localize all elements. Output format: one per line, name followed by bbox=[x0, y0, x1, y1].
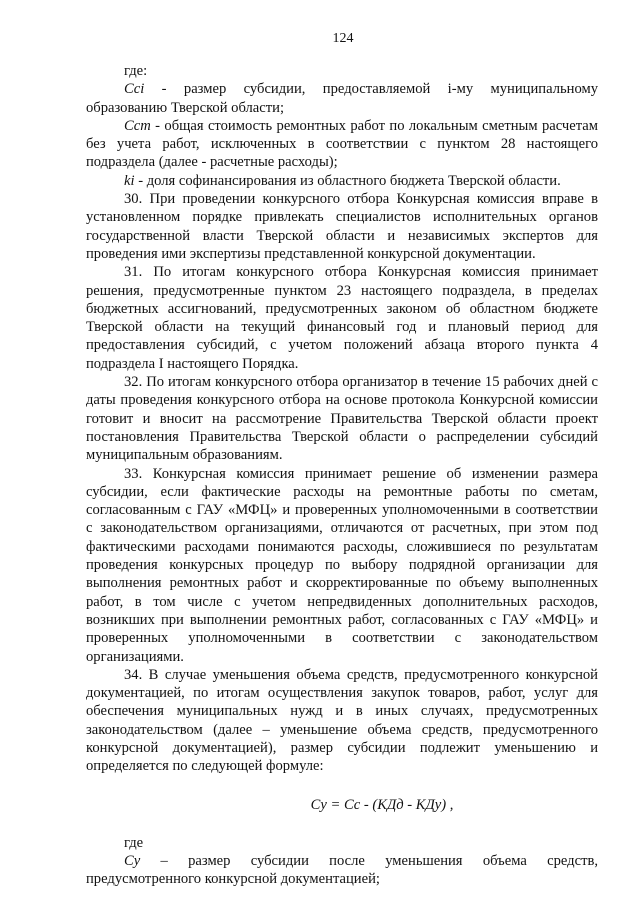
document-page bbox=[86, 30, 598, 889]
definition-su bbox=[86, 852, 598, 889]
paragraph-32: 32. По итогам конкурсного отбора организатор в течение 15 рабочих дней с даты проведения конкурсного отбора на основе протокола Конкурсной комиссии готовит и вносит на рассмотрение Правительства Тверской области проект постановления Правительства Тверской области о распределении субсидий муниципальным образованиям. bbox=[86, 374, 598, 464]
symbol: Ccі bbox=[124, 81, 145, 98]
paragraph-34: 34. В случае уменьшения объема средств, предусмотренного конкурсной документацией, по итогам осуществления закупок товаров, работ, услуг для обеспечения муниципальных нужд и в иных случаях, предусмотренных законодательством (далее – уменьшение объема средств, предусмотренного конкурсной документацией), размер субсидии подлежит уменьшению и определяется по следующей формуле: bbox=[86, 666, 598, 775]
formula: Су = Сс - (КДд - КДу) , bbox=[310, 796, 454, 813]
definition-text: – размер субсидии после уменьшения объема средств, предусмотренного конкурсной документацией; bbox=[86, 853, 598, 888]
page-number: 124 bbox=[332, 31, 354, 46]
paragraph-31: 31. По итогам конкурсного отбора Конкурсная комиссия принимает решения, предусмотренные пунктом 23 настоящего подраздела, в пределах бюджетных ассигнований, предусмотренных законом об областном бюджете Тверской области на текущий финансовый год и плановый период для предоставления субсидий, с учетом положений абзаца второго пункта 4 подраздела I настоящего Порядка. bbox=[86, 264, 598, 372]
paragraph-30: 30. При проведении конкурсного отбора Конкурсная комиссия вправе в установленном порядке привлекать специалистов исполнительных органов государственной власти Тверской области и независимых экспертов для проведения ими экспертизы представленной конкурсной документации. bbox=[86, 191, 598, 262]
where-label-2: где bbox=[124, 834, 144, 851]
where-label: где: bbox=[124, 63, 148, 79]
symbol: ki bbox=[124, 172, 135, 189]
definition-text: - размер субсидии, предоставляемой і-му муниципальному образованию Тверской области; bbox=[86, 81, 598, 116]
definition-text: - доля софинансирования из областного бюджета Тверской области. bbox=[134, 172, 561, 189]
definition-cci bbox=[86, 80, 598, 117]
paragraph-33: 33. Конкурсная комиссия принимает решение об изменении размера субсидии, если фактические расходы на ремонтные работы по сметам, согласованным с ГАУ «МФЦ» и проверенных уполномоченными в соответствии с законодательством организациями, отличаются от расчетных, при этом под фактическими расходами понимаются расходы, сложившиеся по результатам проведения конкурсных процедур по выбору подрядной организации для выполнения ремонтных работ и скорректированные по объему выполненных работ, в том числе с учетом непредвиденных дополнительных расходов, возникших при выполнении ремонтных работ, согласованных с ГАУ «МФЦ» и проверенных уполномоченными в соответствии с законодательством организациями. bbox=[86, 465, 598, 665]
definition-ki bbox=[86, 172, 598, 190]
symbol: Су bbox=[124, 853, 141, 870]
definition-text: - общая стоимость ремонтных работ по локальным сметным расчетам без учета работ, исключенных в соответствии с пунктом 28 настоящего подраздела (далее - расчетные расходы); bbox=[86, 117, 598, 171]
symbol: Ccm bbox=[124, 117, 151, 134]
definition-ccm bbox=[86, 117, 598, 172]
